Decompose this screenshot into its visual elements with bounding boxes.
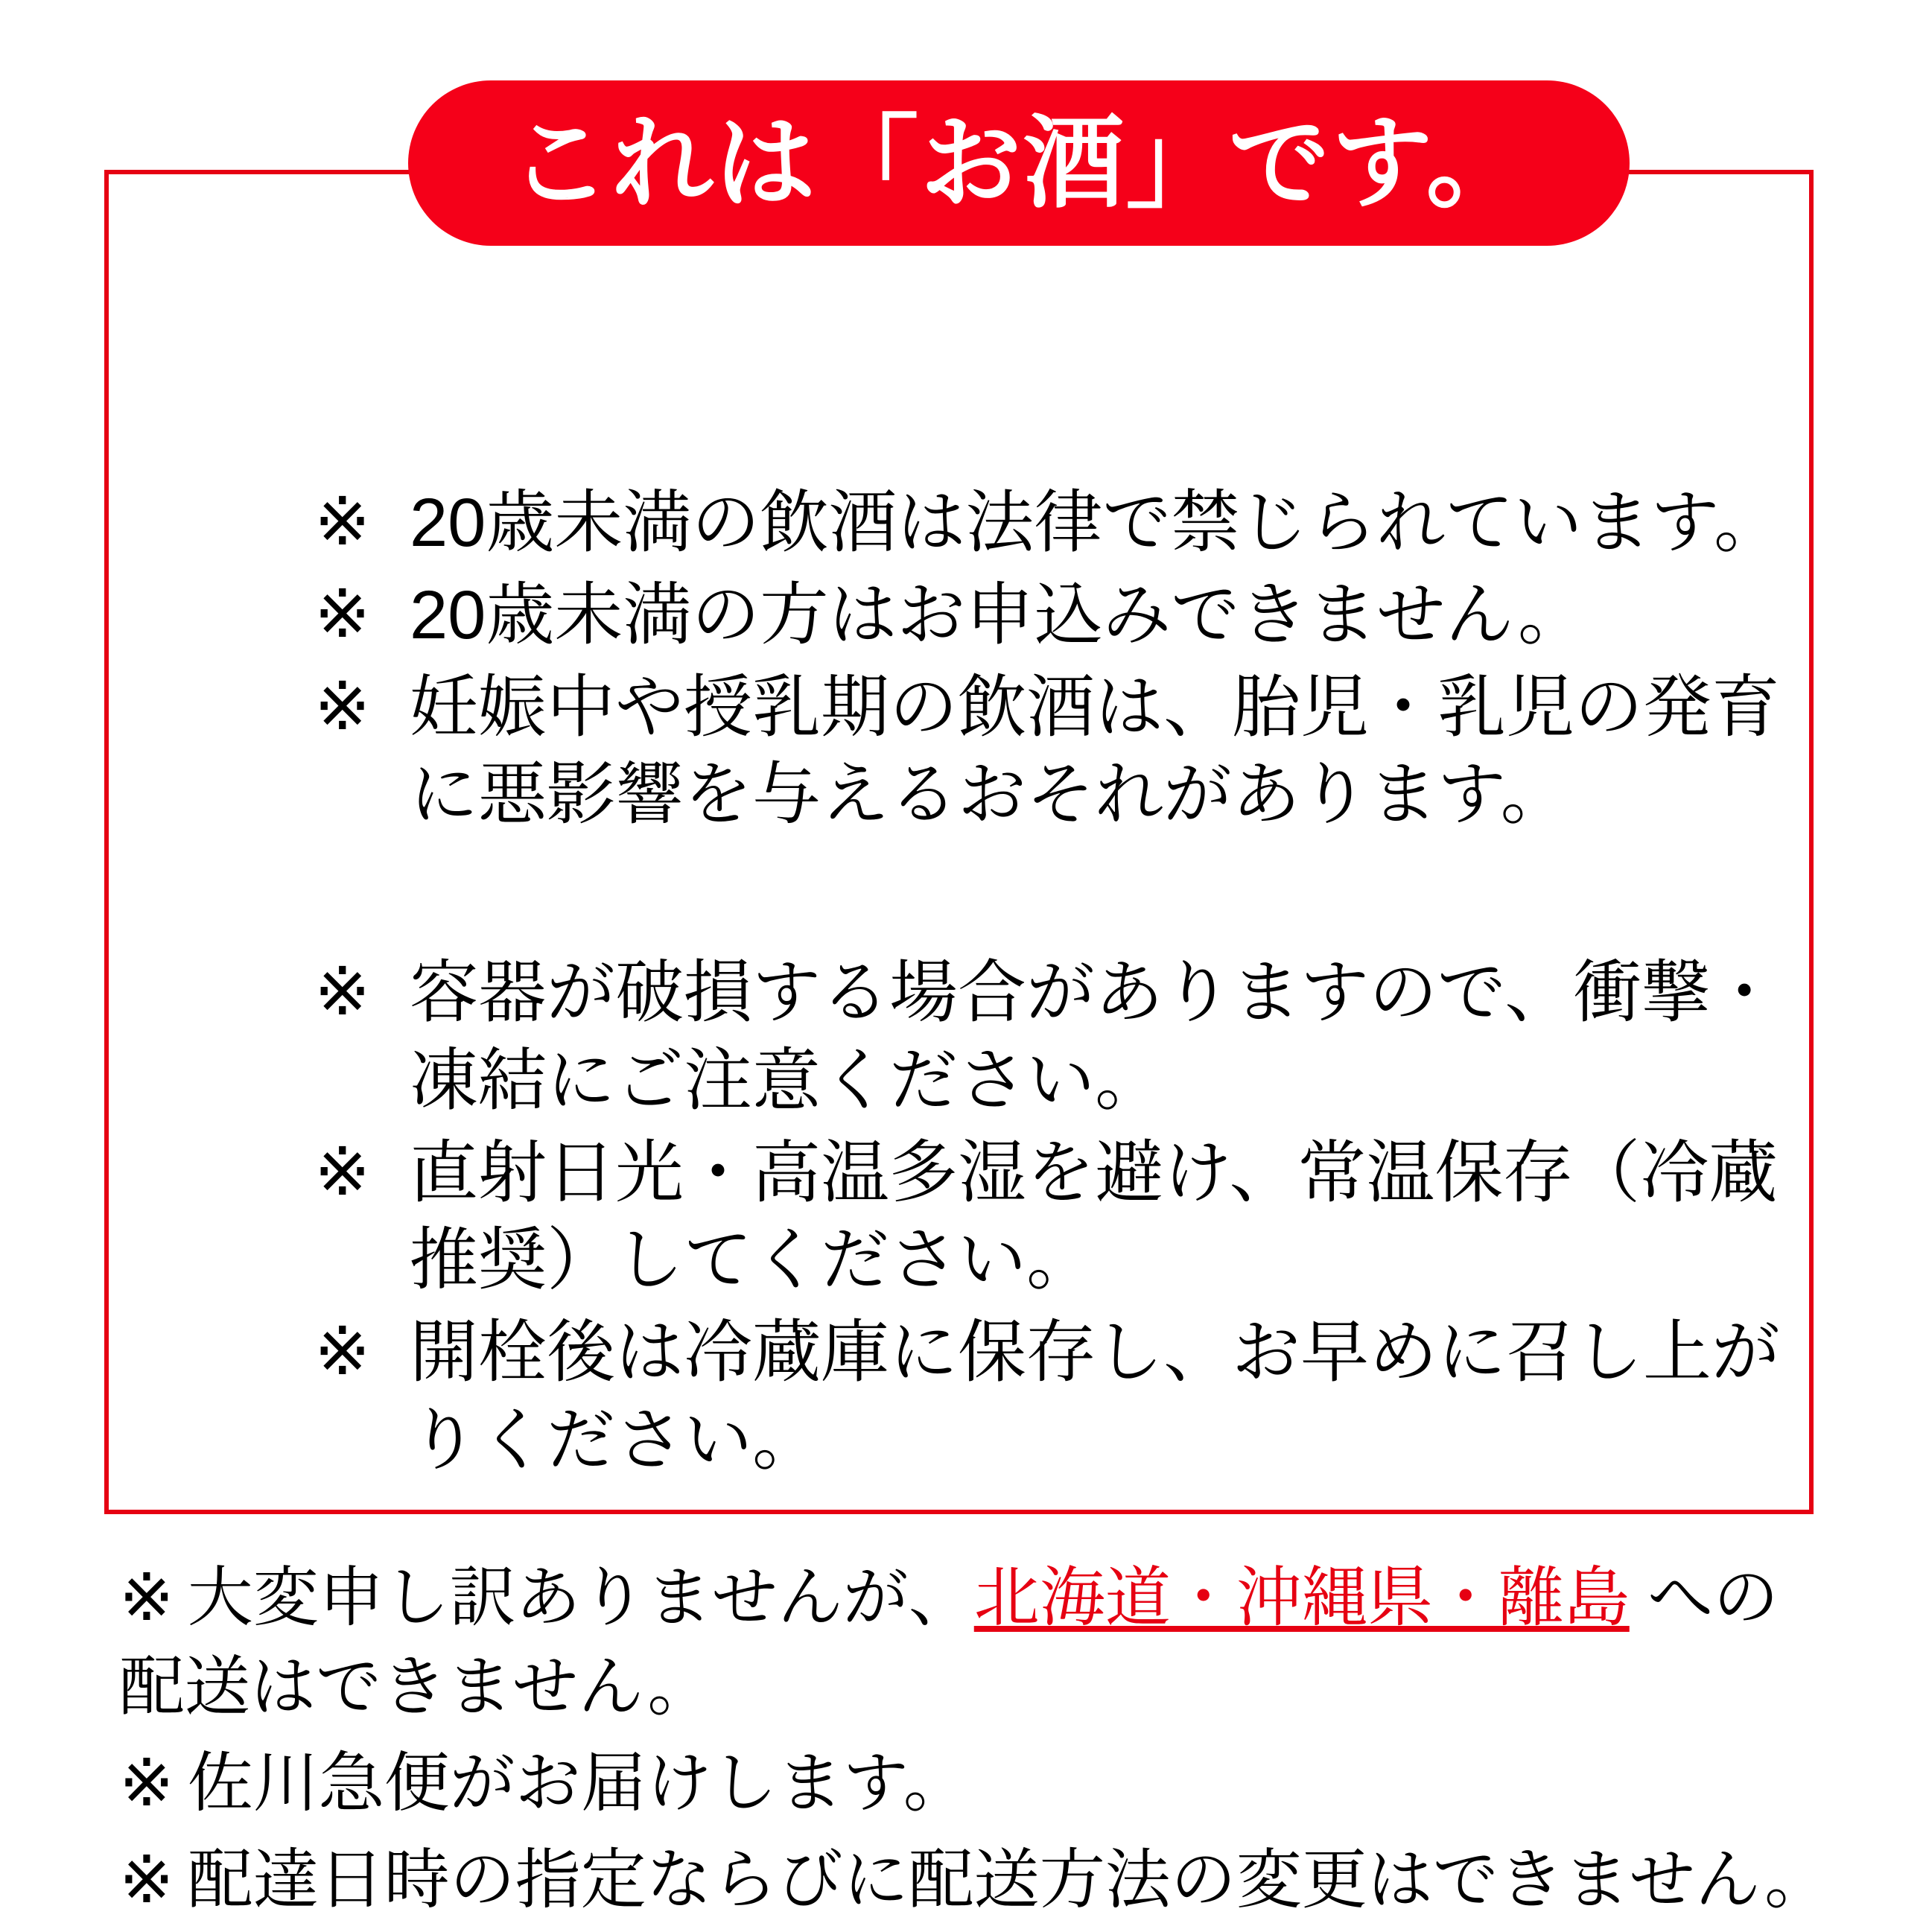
bottom-note-text: 佐川急便がお届けします。 [187, 1746, 969, 1820]
bottom-notes [119, 1553, 1840, 1932]
asterisk-mark-icon: ※ [119, 1746, 174, 1820]
notice-item [314, 664, 1811, 840]
bottom-note-carrier [119, 1738, 1840, 1828]
asterisk-mark-icon: ※ [314, 669, 371, 744]
notice-item [314, 1130, 1811, 1306]
notice-item-text: 開栓後は冷蔵庫に保存し、お早めに召し上がりください。 [410, 1315, 1781, 1478]
bottom-note-prefix: 大変申し訳ありませんが、 [187, 1560, 974, 1634]
asterisk-mark-icon: ※ [314, 1134, 371, 1210]
notice-item-text: 妊娠中や授乳期の飲酒は、胎児・乳児の発育に悪影響を与えるおそれがあります。 [410, 669, 1781, 833]
asterisk-mark-icon: ※ [119, 1560, 174, 1634]
asterisk-mark-icon: ※ [314, 485, 371, 559]
asterisk-mark-icon: ※ [314, 1315, 371, 1389]
notice-item [314, 950, 1811, 1125]
notice-item [314, 1309, 1811, 1485]
asterisk-mark-icon: ※ [119, 1843, 174, 1917]
bottom-note-suffix: への配送はできません。 [119, 1560, 1779, 1723]
notice-item-text: 20歳未満の方はお申込みできません。 [410, 576, 1586, 653]
notice-item [314, 572, 1811, 660]
bottom-note-text: 配達日時の指定ならびに配送方法の変更はできません。 [187, 1843, 1831, 1917]
bottom-note-shipping-area [119, 1553, 1840, 1731]
bottom-note-highlight-regions: 北海道・沖縄県・離島 [973, 1560, 1630, 1634]
section-spacer [314, 844, 1811, 950]
notice-list [314, 480, 1811, 1490]
notice-item-text: 容器が破損する場合がありますので、衝撃・凍結にご注意ください。 [410, 955, 1779, 1119]
asterisk-mark-icon: ※ [314, 955, 371, 1029]
alcohol-banner [408, 80, 1630, 246]
asterisk-mark-icon: ※ [314, 576, 371, 652]
notice-item-text: 20歳未満の飲酒は法律で禁じられています。 [410, 485, 1782, 561]
notice-item [314, 480, 1811, 568]
bottom-note-delivery-date [119, 1835, 1840, 1925]
notice-item-text: 直射日光・高温多湿を避け、常温保存（冷蔵推奨）してください。 [410, 1134, 1778, 1299]
notice-box [104, 170, 1814, 1514]
banner-title: これは「お酒」です。 [509, 107, 1529, 220]
